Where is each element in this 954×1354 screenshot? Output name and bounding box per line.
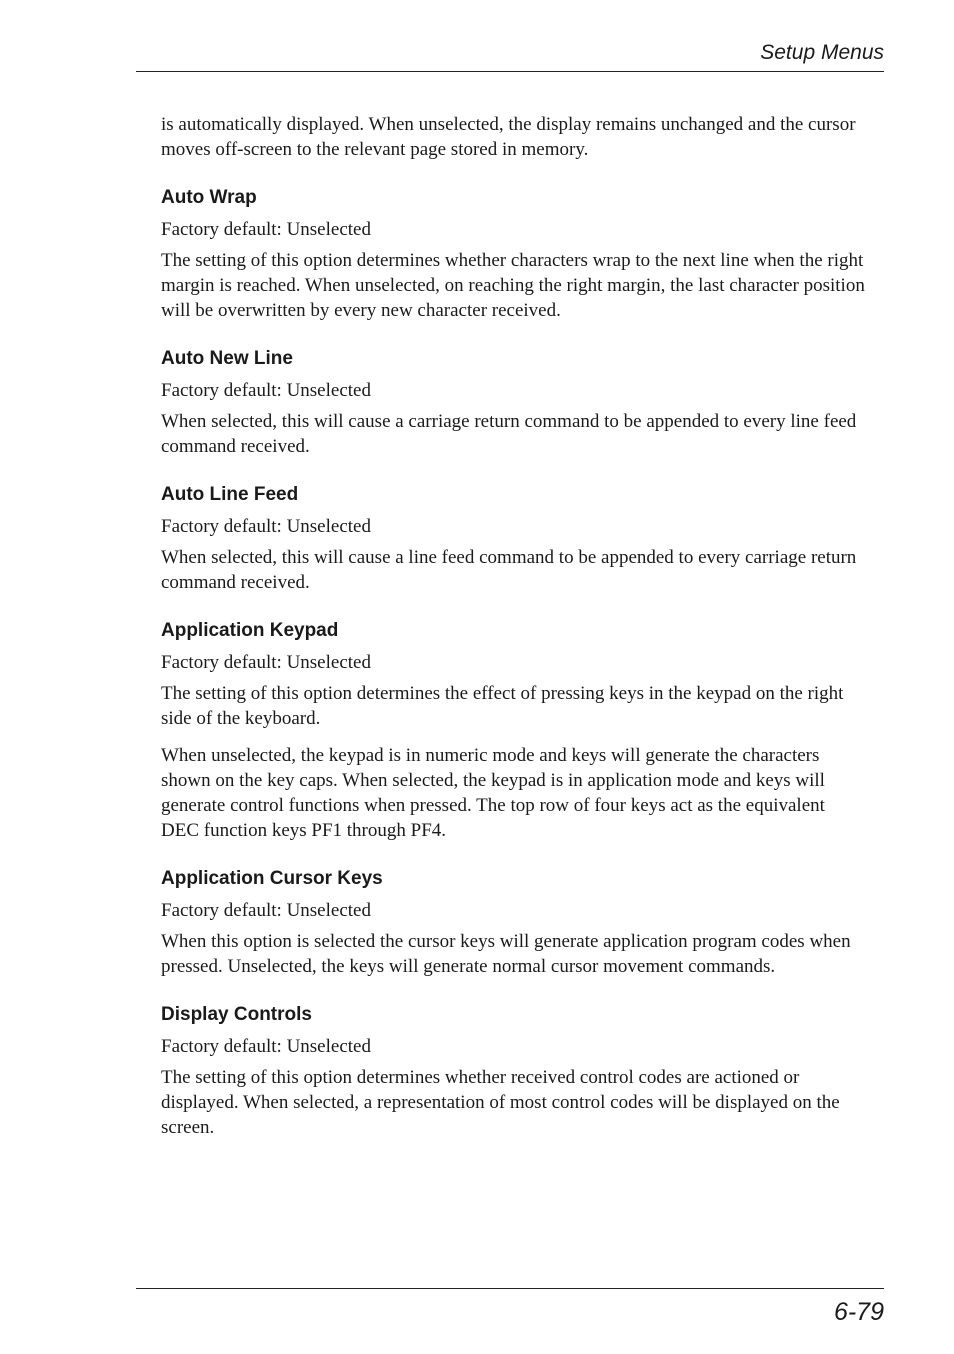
body-paragraph: When selected, this will cause a carriage return command to be appended to every line feed command received.	[161, 411, 857, 457]
factory-default: Factory default: Unselected	[161, 380, 371, 401]
factory-default: Factory default: Unselected	[161, 1036, 371, 1057]
body-paragraph: The setting of this option determines the effect of pressing keys in the keypad on the right side of the keyboard.	[161, 683, 844, 729]
body-paragraph: The setting of this option determines whether received control codes are actioned or displayed. When selected, a representation of most control codes will be displayed on the screen.	[161, 1067, 840, 1138]
section-application-keypad	[161, 618, 867, 843]
factory-default: Factory default: Unselected	[161, 219, 371, 240]
body-paragraph: When this option is selected the cursor keys will generate application program codes when pressed. Unselected, the keys will generate normal cursor movement commands.	[161, 931, 851, 977]
body-paragraph: When unselected, the keypad is in numeric mode and keys will generate the characters shown on the key caps. When selected, the keypad is in application mode and keys will generate control functions when pressed. The top row of four keys act as the equivalent DEC function keys PF1 through PF4.	[161, 745, 825, 841]
section-heading: Display Controls	[161, 1004, 312, 1025]
page-content	[161, 112, 867, 1140]
section-auto-new-line	[161, 346, 867, 459]
section-heading: Auto Wrap	[161, 187, 257, 208]
factory-default: Factory default: Unselected	[161, 652, 371, 673]
header-rule	[136, 71, 884, 72]
footer-rule	[136, 1288, 884, 1289]
section-heading: Auto New Line	[161, 348, 293, 369]
section-auto-line-feed	[161, 482, 867, 595]
factory-default: Factory default: Unselected	[161, 900, 371, 921]
intro-paragraph: is automatically displayed. When unselected, the display remains unchanged and the cursor moves off-screen to the relevant page stored in memory.	[161, 114, 856, 160]
section-heading: Auto Line Feed	[161, 484, 299, 505]
section-heading: Application Keypad	[161, 620, 339, 641]
section-auto-wrap	[161, 185, 867, 323]
factory-default: Factory default: Unselected	[161, 516, 371, 537]
section-display-controls	[161, 1002, 867, 1140]
body-paragraph: The setting of this option determines whether characters wrap to the next line when the right margin is reached. When unselected, on reaching the right margin, the last character position will be overwritten by every new character received.	[161, 250, 865, 321]
running-header: Setup Menus	[760, 41, 884, 64]
section-heading: Application Cursor Keys	[161, 868, 383, 889]
page-number: 6-79	[833, 1298, 884, 1326]
section-application-cursor-keys	[161, 866, 867, 979]
body-paragraph: When selected, this will cause a line feed command to be appended to every carriage return command received.	[161, 547, 857, 593]
